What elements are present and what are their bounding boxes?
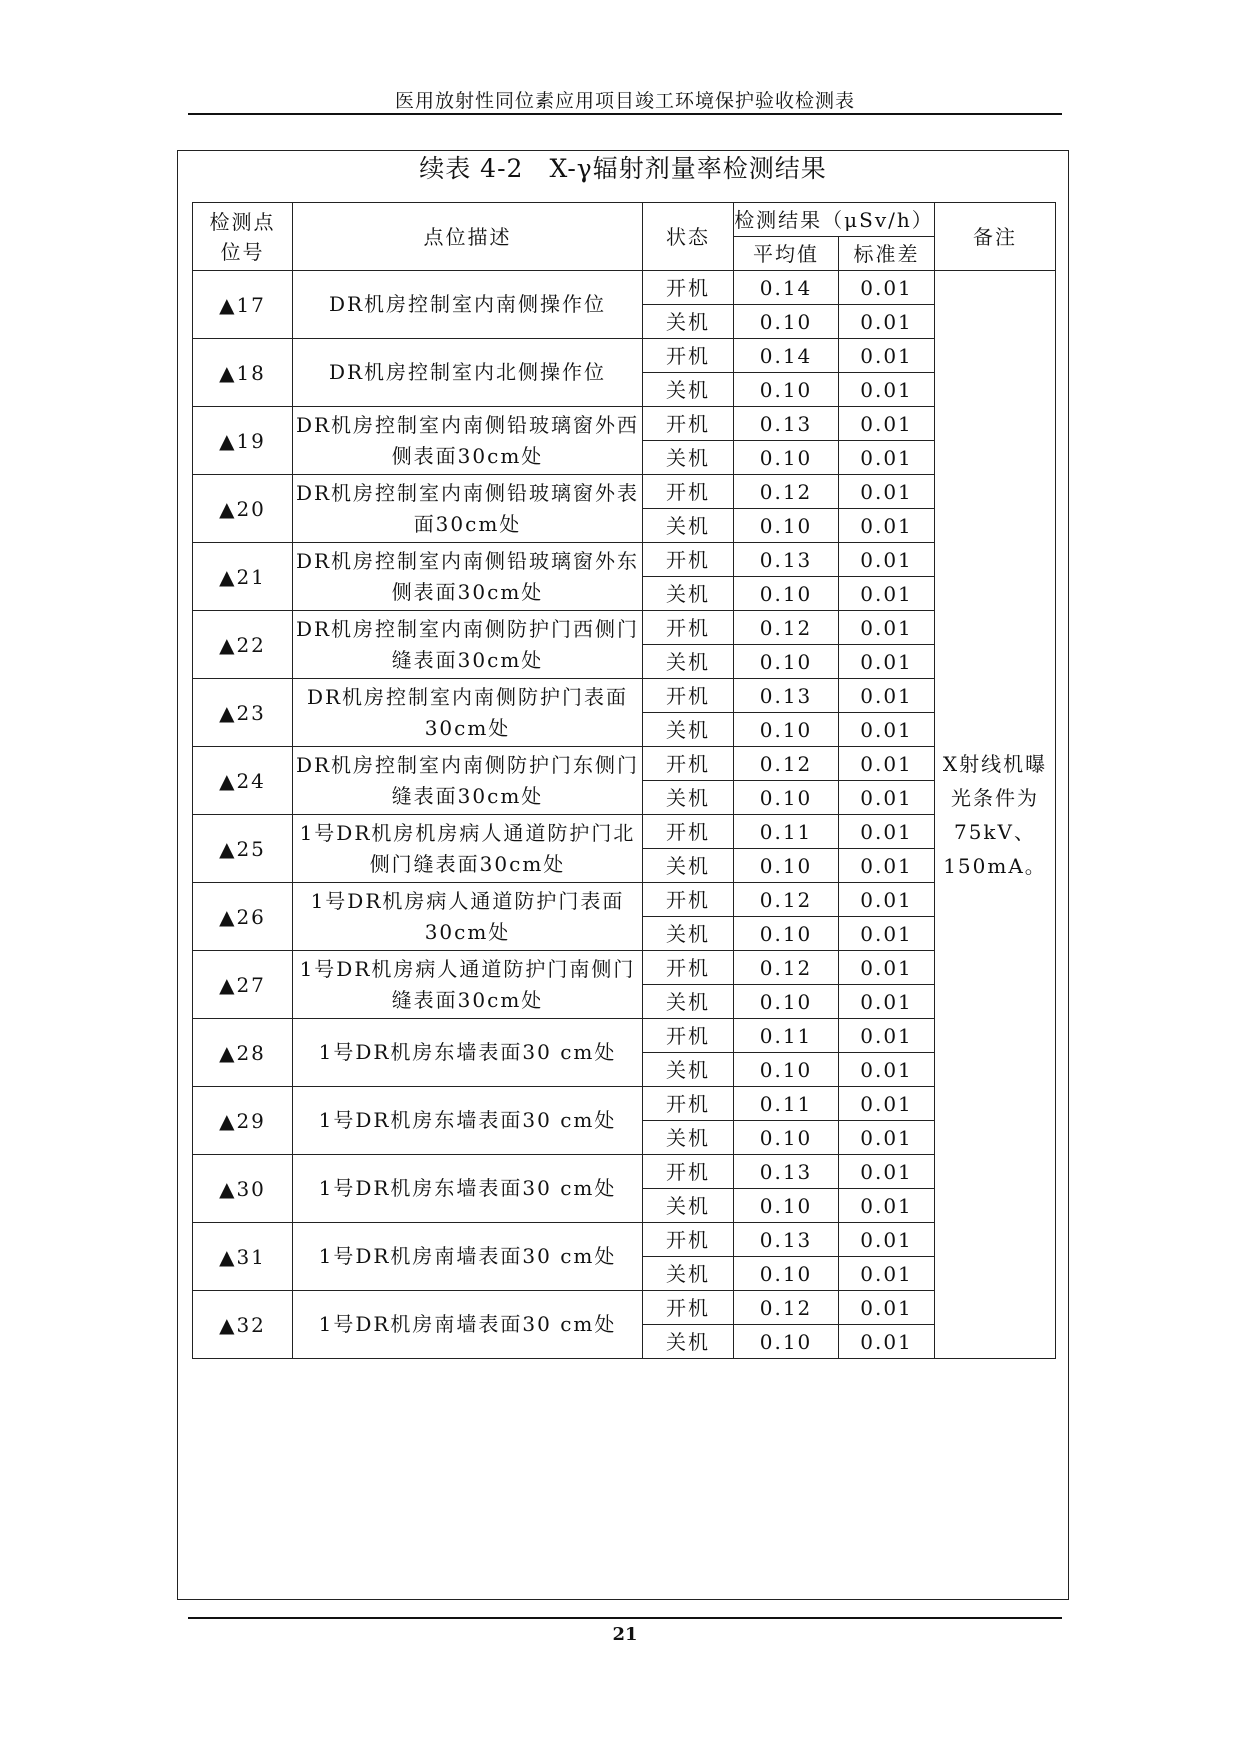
description-cell: 1号DR机房病人通道防护门表面30cm处 — [293, 883, 643, 951]
mean-cell: 0.10 — [734, 713, 839, 747]
header-row — [193, 203, 1056, 237]
std-cell: 0.01 — [839, 1053, 935, 1087]
std-cell: 0.01 — [839, 373, 935, 407]
header-result: 检测结果（μSv/h） — [734, 203, 935, 237]
std-cell: 0.01 — [839, 713, 935, 747]
header-std: 标准差 — [839, 237, 935, 271]
state-cell: 关机 — [643, 441, 734, 475]
state-cell: 开机 — [643, 475, 734, 509]
mean-cell: 0.14 — [734, 339, 839, 373]
std-cell: 0.01 — [839, 509, 935, 543]
std-cell: 0.01 — [839, 1087, 935, 1121]
mean-cell: 0.10 — [734, 1189, 839, 1223]
state-cell: 开机 — [643, 543, 734, 577]
header-divider — [188, 113, 1062, 115]
state-cell: 开机 — [643, 1155, 734, 1189]
table-row — [193, 407, 1056, 441]
std-cell: 0.01 — [839, 475, 935, 509]
std-cell: 0.01 — [839, 645, 935, 679]
state-cell: 开机 — [643, 1291, 734, 1325]
table-title: 续表 4-2 X-γ辐射剂量率检测结果 — [419, 154, 827, 183]
remark-cell: X射线机曝光条件为75kV、150mA。 — [935, 271, 1056, 1359]
point-no-cell: ▲31 — [193, 1223, 293, 1291]
point-no-cell: ▲23 — [193, 679, 293, 747]
state-cell: 关机 — [643, 1121, 734, 1155]
table-row — [193, 747, 1056, 781]
page-header: 医用放射性同位素应用项目竣工环境保护验收检测表 — [394, 90, 855, 112]
state-cell: 关机 — [643, 1257, 734, 1291]
state-cell: 开机 — [643, 1087, 734, 1121]
state-cell: 关机 — [643, 645, 734, 679]
mean-cell: 0.10 — [734, 849, 839, 883]
std-cell: 0.01 — [839, 1189, 935, 1223]
point-no-cell: ▲17 — [193, 271, 293, 339]
point-no-cell: ▲21 — [193, 543, 293, 611]
table-row — [193, 1087, 1056, 1121]
std-cell: 0.01 — [839, 1325, 935, 1359]
mean-cell: 0.13 — [734, 679, 839, 713]
point-no-cell: ▲22 — [193, 611, 293, 679]
mean-cell: 0.13 — [734, 1223, 839, 1257]
state-cell: 关机 — [643, 373, 734, 407]
mean-cell: 0.10 — [734, 441, 839, 475]
description-cell: DR机房控制室内南侧防护门表面30cm处 — [293, 679, 643, 747]
std-cell: 0.01 — [839, 679, 935, 713]
point-no-cell: ▲29 — [193, 1087, 293, 1155]
state-cell: 开机 — [643, 815, 734, 849]
description-cell: DR机房控制室内南侧铅玻璃窗外西侧表面30cm处 — [293, 407, 643, 475]
table-row — [193, 543, 1056, 577]
std-cell: 0.01 — [839, 849, 935, 883]
state-cell: 关机 — [643, 781, 734, 815]
point-no-cell: ▲20 — [193, 475, 293, 543]
mean-cell: 0.12 — [734, 611, 839, 645]
std-cell: 0.01 — [839, 1019, 935, 1053]
mean-cell: 0.13 — [734, 407, 839, 441]
state-cell: 开机 — [643, 339, 734, 373]
point-no-cell: ▲19 — [193, 407, 293, 475]
mean-cell: 0.10 — [734, 1257, 839, 1291]
std-cell: 0.01 — [839, 611, 935, 645]
mean-cell: 0.10 — [734, 577, 839, 611]
std-cell: 0.01 — [839, 1291, 935, 1325]
description-cell: DR机房控制室内南侧铅玻璃窗外表面30cm处 — [293, 475, 643, 543]
table-row — [193, 1291, 1056, 1325]
table-row — [193, 271, 1056, 305]
state-cell: 开机 — [643, 1019, 734, 1053]
mean-cell: 0.13 — [734, 543, 839, 577]
state-cell: 关机 — [643, 509, 734, 543]
table-row — [193, 815, 1056, 849]
mean-cell: 0.12 — [734, 883, 839, 917]
state-cell: 关机 — [643, 849, 734, 883]
state-cell: 开机 — [643, 679, 734, 713]
mean-cell: 0.12 — [734, 1291, 839, 1325]
results-table — [192, 202, 1056, 1359]
mean-cell: 0.14 — [734, 271, 839, 305]
description-cell: 1号DR机房南墙表面30 cm处 — [293, 1223, 643, 1291]
mean-cell: 0.10 — [734, 985, 839, 1019]
table-row — [193, 1155, 1056, 1189]
std-cell: 0.01 — [839, 747, 935, 781]
std-cell: 0.01 — [839, 917, 935, 951]
header-mean: 平均值 — [734, 237, 839, 271]
std-cell: 0.01 — [839, 815, 935, 849]
state-cell: 开机 — [643, 611, 734, 645]
description-cell: 1号DR机房病人通道防护门南侧门缝表面30cm处 — [293, 951, 643, 1019]
state-cell: 开机 — [643, 1223, 734, 1257]
std-cell: 0.01 — [839, 441, 935, 475]
header-state: 状态 — [643, 203, 734, 271]
point-no-cell: ▲32 — [193, 1291, 293, 1359]
table-row — [193, 1019, 1056, 1053]
mean-cell: 0.11 — [734, 1019, 839, 1053]
std-cell: 0.01 — [839, 1223, 935, 1257]
header-remark: 备注 — [935, 203, 1056, 271]
mean-cell: 0.11 — [734, 815, 839, 849]
state-cell: 开机 — [643, 951, 734, 985]
header-description: 点位描述 — [293, 203, 643, 271]
mean-cell: 0.11 — [734, 1087, 839, 1121]
state-cell: 关机 — [643, 1189, 734, 1223]
std-cell: 0.01 — [839, 339, 935, 373]
state-cell: 开机 — [643, 747, 734, 781]
std-cell: 0.01 — [839, 577, 935, 611]
point-no-cell: ▲30 — [193, 1155, 293, 1223]
state-cell: 关机 — [643, 577, 734, 611]
description-cell: DR机房控制室内南侧铅玻璃窗外东侧表面30cm处 — [293, 543, 643, 611]
mean-cell: 0.10 — [734, 373, 839, 407]
state-cell: 关机 — [643, 305, 734, 339]
std-cell: 0.01 — [839, 305, 935, 339]
point-no-cell: ▲26 — [193, 883, 293, 951]
description-cell: 1号DR机房东墙表面30 cm处 — [293, 1019, 643, 1087]
std-cell: 0.01 — [839, 1155, 935, 1189]
std-cell: 0.01 — [839, 781, 935, 815]
std-cell: 0.01 — [839, 271, 935, 305]
point-no-cell: ▲24 — [193, 747, 293, 815]
state-cell: 开机 — [643, 407, 734, 441]
std-cell: 0.01 — [839, 1257, 935, 1291]
mean-cell: 0.10 — [734, 305, 839, 339]
description-cell: 1号DR机房机房病人通道防护门北侧门缝表面30cm处 — [293, 815, 643, 883]
std-cell: 0.01 — [839, 951, 935, 985]
table-body — [193, 271, 1056, 1359]
mean-cell: 0.12 — [734, 951, 839, 985]
point-no-cell: ▲25 — [193, 815, 293, 883]
mean-cell: 0.12 — [734, 475, 839, 509]
description-cell: 1号DR机房东墙表面30 cm处 — [293, 1087, 643, 1155]
mean-cell: 0.10 — [734, 1121, 839, 1155]
description-cell: DR机房控制室内南侧防护门西侧门缝表面30cm处 — [293, 611, 643, 679]
std-cell: 0.01 — [839, 407, 935, 441]
state-cell: 开机 — [643, 271, 734, 305]
page-number: 21 — [612, 1624, 638, 1645]
point-no-cell: ▲28 — [193, 1019, 293, 1087]
footer-divider — [188, 1617, 1062, 1619]
description-cell: DR机房控制室内南侧操作位 — [293, 271, 643, 339]
state-cell: 关机 — [643, 985, 734, 1019]
point-no-cell: ▲18 — [193, 339, 293, 407]
table-row — [193, 339, 1056, 373]
std-cell: 0.01 — [839, 543, 935, 577]
table-row — [193, 475, 1056, 509]
mean-cell: 0.10 — [734, 917, 839, 951]
table-row — [193, 951, 1056, 985]
description-cell: 1号DR机房东墙表面30 cm处 — [293, 1155, 643, 1223]
table-row — [193, 1223, 1056, 1257]
mean-cell: 0.13 — [734, 1155, 839, 1189]
header-point-no: 检测点位号 — [193, 203, 293, 271]
description-cell: DR机房控制室内南侧防护门东侧门缝表面30cm处 — [293, 747, 643, 815]
mean-cell: 0.10 — [734, 781, 839, 815]
std-cell: 0.01 — [839, 883, 935, 917]
mean-cell: 0.12 — [734, 747, 839, 781]
state-cell: 开机 — [643, 883, 734, 917]
state-cell: 关机 — [643, 1325, 734, 1359]
description-cell: 1号DR机房南墙表面30 cm处 — [293, 1291, 643, 1359]
table-row — [193, 679, 1056, 713]
state-cell: 关机 — [643, 1053, 734, 1087]
state-cell: 关机 — [643, 713, 734, 747]
mean-cell: 0.10 — [734, 509, 839, 543]
table-row — [193, 611, 1056, 645]
state-cell: 关机 — [643, 917, 734, 951]
std-cell: 0.01 — [839, 1121, 935, 1155]
table-row — [193, 883, 1056, 917]
point-no-cell: ▲27 — [193, 951, 293, 1019]
mean-cell: 0.10 — [734, 645, 839, 679]
mean-cell: 0.10 — [734, 1325, 839, 1359]
description-cell: DR机房控制室内北侧操作位 — [293, 339, 643, 407]
std-cell: 0.01 — [839, 985, 935, 1019]
mean-cell: 0.10 — [734, 1053, 839, 1087]
